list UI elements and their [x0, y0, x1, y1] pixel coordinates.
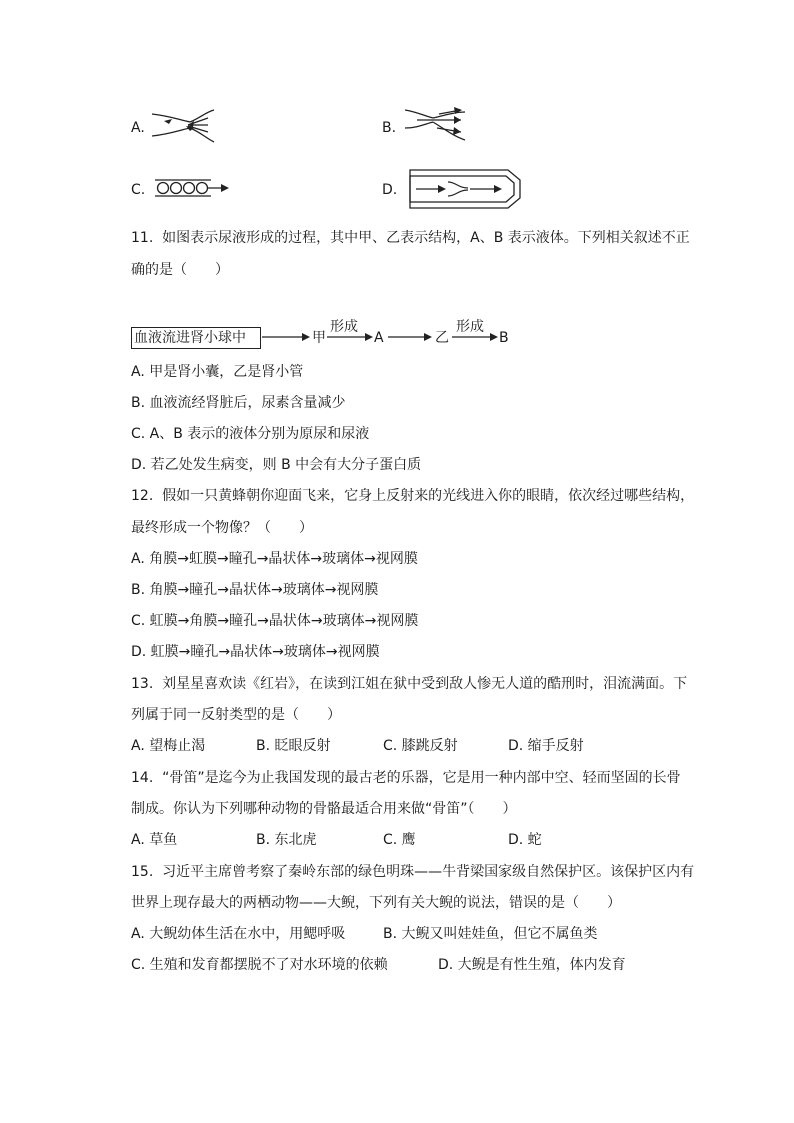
- q14-option-d[interactable]: D. 蛇: [508, 832, 542, 848]
- q12-stem-line2: 最终形成一个物像？（ ）: [131, 520, 313, 536]
- q11-arrow-4: [452, 330, 500, 344]
- q13-option-a[interactable]: A. 望梅止渴: [131, 738, 206, 754]
- q11-diagram-form1: 形成: [330, 319, 358, 335]
- q15-options-row-1: [0, 924, 794, 944]
- q13-option-c[interactable]: C. 膝跳反射: [383, 738, 458, 754]
- q14-option-c[interactable]: C. 鹰: [383, 832, 416, 848]
- q11-diagram-b: B: [499, 330, 509, 346]
- q10-option-d-figure: [408, 168, 526, 210]
- q11-stem-line1: 11. 如图表示尿液形成的过程，其中甲、乙表示结构，A、B 表示液体。下列相关叙述不正: [131, 230, 690, 246]
- q11-diagram-form2: 形成: [456, 319, 484, 335]
- q11-diagram-jia: 甲: [312, 330, 326, 346]
- q12-option-a[interactable]: A. 角膜→虹膜→瞳孔→晶状体→玻璃体→视网膜: [131, 551, 418, 567]
- q13-options-row: [0, 736, 794, 756]
- q14-option-a[interactable]: A. 草鱼: [131, 832, 178, 848]
- q13-option-d[interactable]: D. 缩手反射: [508, 738, 584, 754]
- q11-option-a[interactable]: A. 甲是肾小囊，乙是肾小管: [131, 364, 304, 380]
- q14-options-row: [0, 830, 794, 850]
- q11-option-c[interactable]: C. A、B 表示的液体分别为原尿和尿液: [131, 426, 370, 442]
- q11-diagram-box: 血液流进肾小球中: [131, 327, 261, 349]
- q12-option-d[interactable]: D. 虹膜→瞳孔→晶状体→玻璃体→视网膜: [131, 644, 380, 660]
- q11-arrow-1: [262, 330, 312, 344]
- q15-option-a[interactable]: A. 大鲵幼体生活在水中，用鳃呼吸: [131, 926, 346, 942]
- q14-stem-line2: 制成。你认为下列哪种动物的骨骼最适合用来做“骨笛”（ ）: [131, 801, 517, 817]
- q11-option-b[interactable]: B. 血液流经肾脏后，尿素含量减少: [131, 395, 346, 411]
- q13-stem-line2: 列属于同一反射类型的是（ ）: [131, 707, 341, 723]
- q10-option-b-label[interactable]: B.: [382, 120, 397, 136]
- q11-arrow-3: [388, 330, 434, 344]
- q10-option-d-label[interactable]: D.: [382, 182, 398, 198]
- q12-option-c[interactable]: C. 虹膜→角膜→瞳孔→晶状体→玻璃体→视网膜: [131, 613, 419, 629]
- q10-option-a-label[interactable]: A.: [131, 120, 145, 136]
- q11-diagram-yi: 乙: [435, 330, 449, 346]
- q10-option-c-figure: [155, 176, 230, 200]
- q13-option-b[interactable]: B. 眨眼反射: [256, 738, 331, 754]
- q15-stem-line2: 世界上现存最大的两栖动物——大鲵，下列有关大鲵的说法，错误的是（ ）: [131, 895, 621, 911]
- q11-stem-line2: 确的是（ ）: [131, 262, 229, 278]
- q11-diagram-a: A: [374, 330, 384, 346]
- q15-option-d[interactable]: D. 大鲵是有性生殖，体内发育: [438, 957, 626, 973]
- q15-option-c[interactable]: C. 生殖和发育都摆脱不了对水环境的依赖: [131, 957, 388, 973]
- q10-option-b-figure: [403, 106, 473, 146]
- q15-option-b[interactable]: B. 大鲵又叫娃娃鱼，但它不属鱼类: [383, 926, 598, 942]
- q14-stem-line1: 14. “骨笛”是迄今为止我国发现的最古老的乐器，它是用一种内部中空、轻而坚固的长骨: [131, 770, 681, 786]
- q10-option-a-figure: [150, 106, 220, 146]
- q10-option-c-label[interactable]: C.: [131, 182, 146, 198]
- q15-options-row-2: [0, 955, 794, 975]
- q13-stem-line1: 13. 刘星星喜欢读《红岩》，在读到江姐在狱中受到敌人惨无人道的酷刑时，泪流满面。下: [131, 676, 688, 692]
- q14-option-b[interactable]: B. 东北虎: [256, 832, 317, 848]
- q15-stem-line1: 15. 习近平主席曾考察了秦岭东部的绿色明珠——牛背梁国家级自然保护区。该保护区内有: [131, 864, 695, 880]
- q12-stem-line1: 12. 假如一只黄蜂朝你迎面飞来，它身上反射来的光线进入你的眼睛，依次经过哪些结构，: [131, 488, 695, 504]
- q11-arrow-2: [327, 330, 375, 344]
- q11-option-d[interactable]: D. 若乙处发生病变，则 B 中会有大分子蛋白质: [131, 457, 422, 473]
- q12-option-b[interactable]: B. 角膜→瞳孔→晶状体→玻璃体→视网膜: [131, 582, 379, 598]
